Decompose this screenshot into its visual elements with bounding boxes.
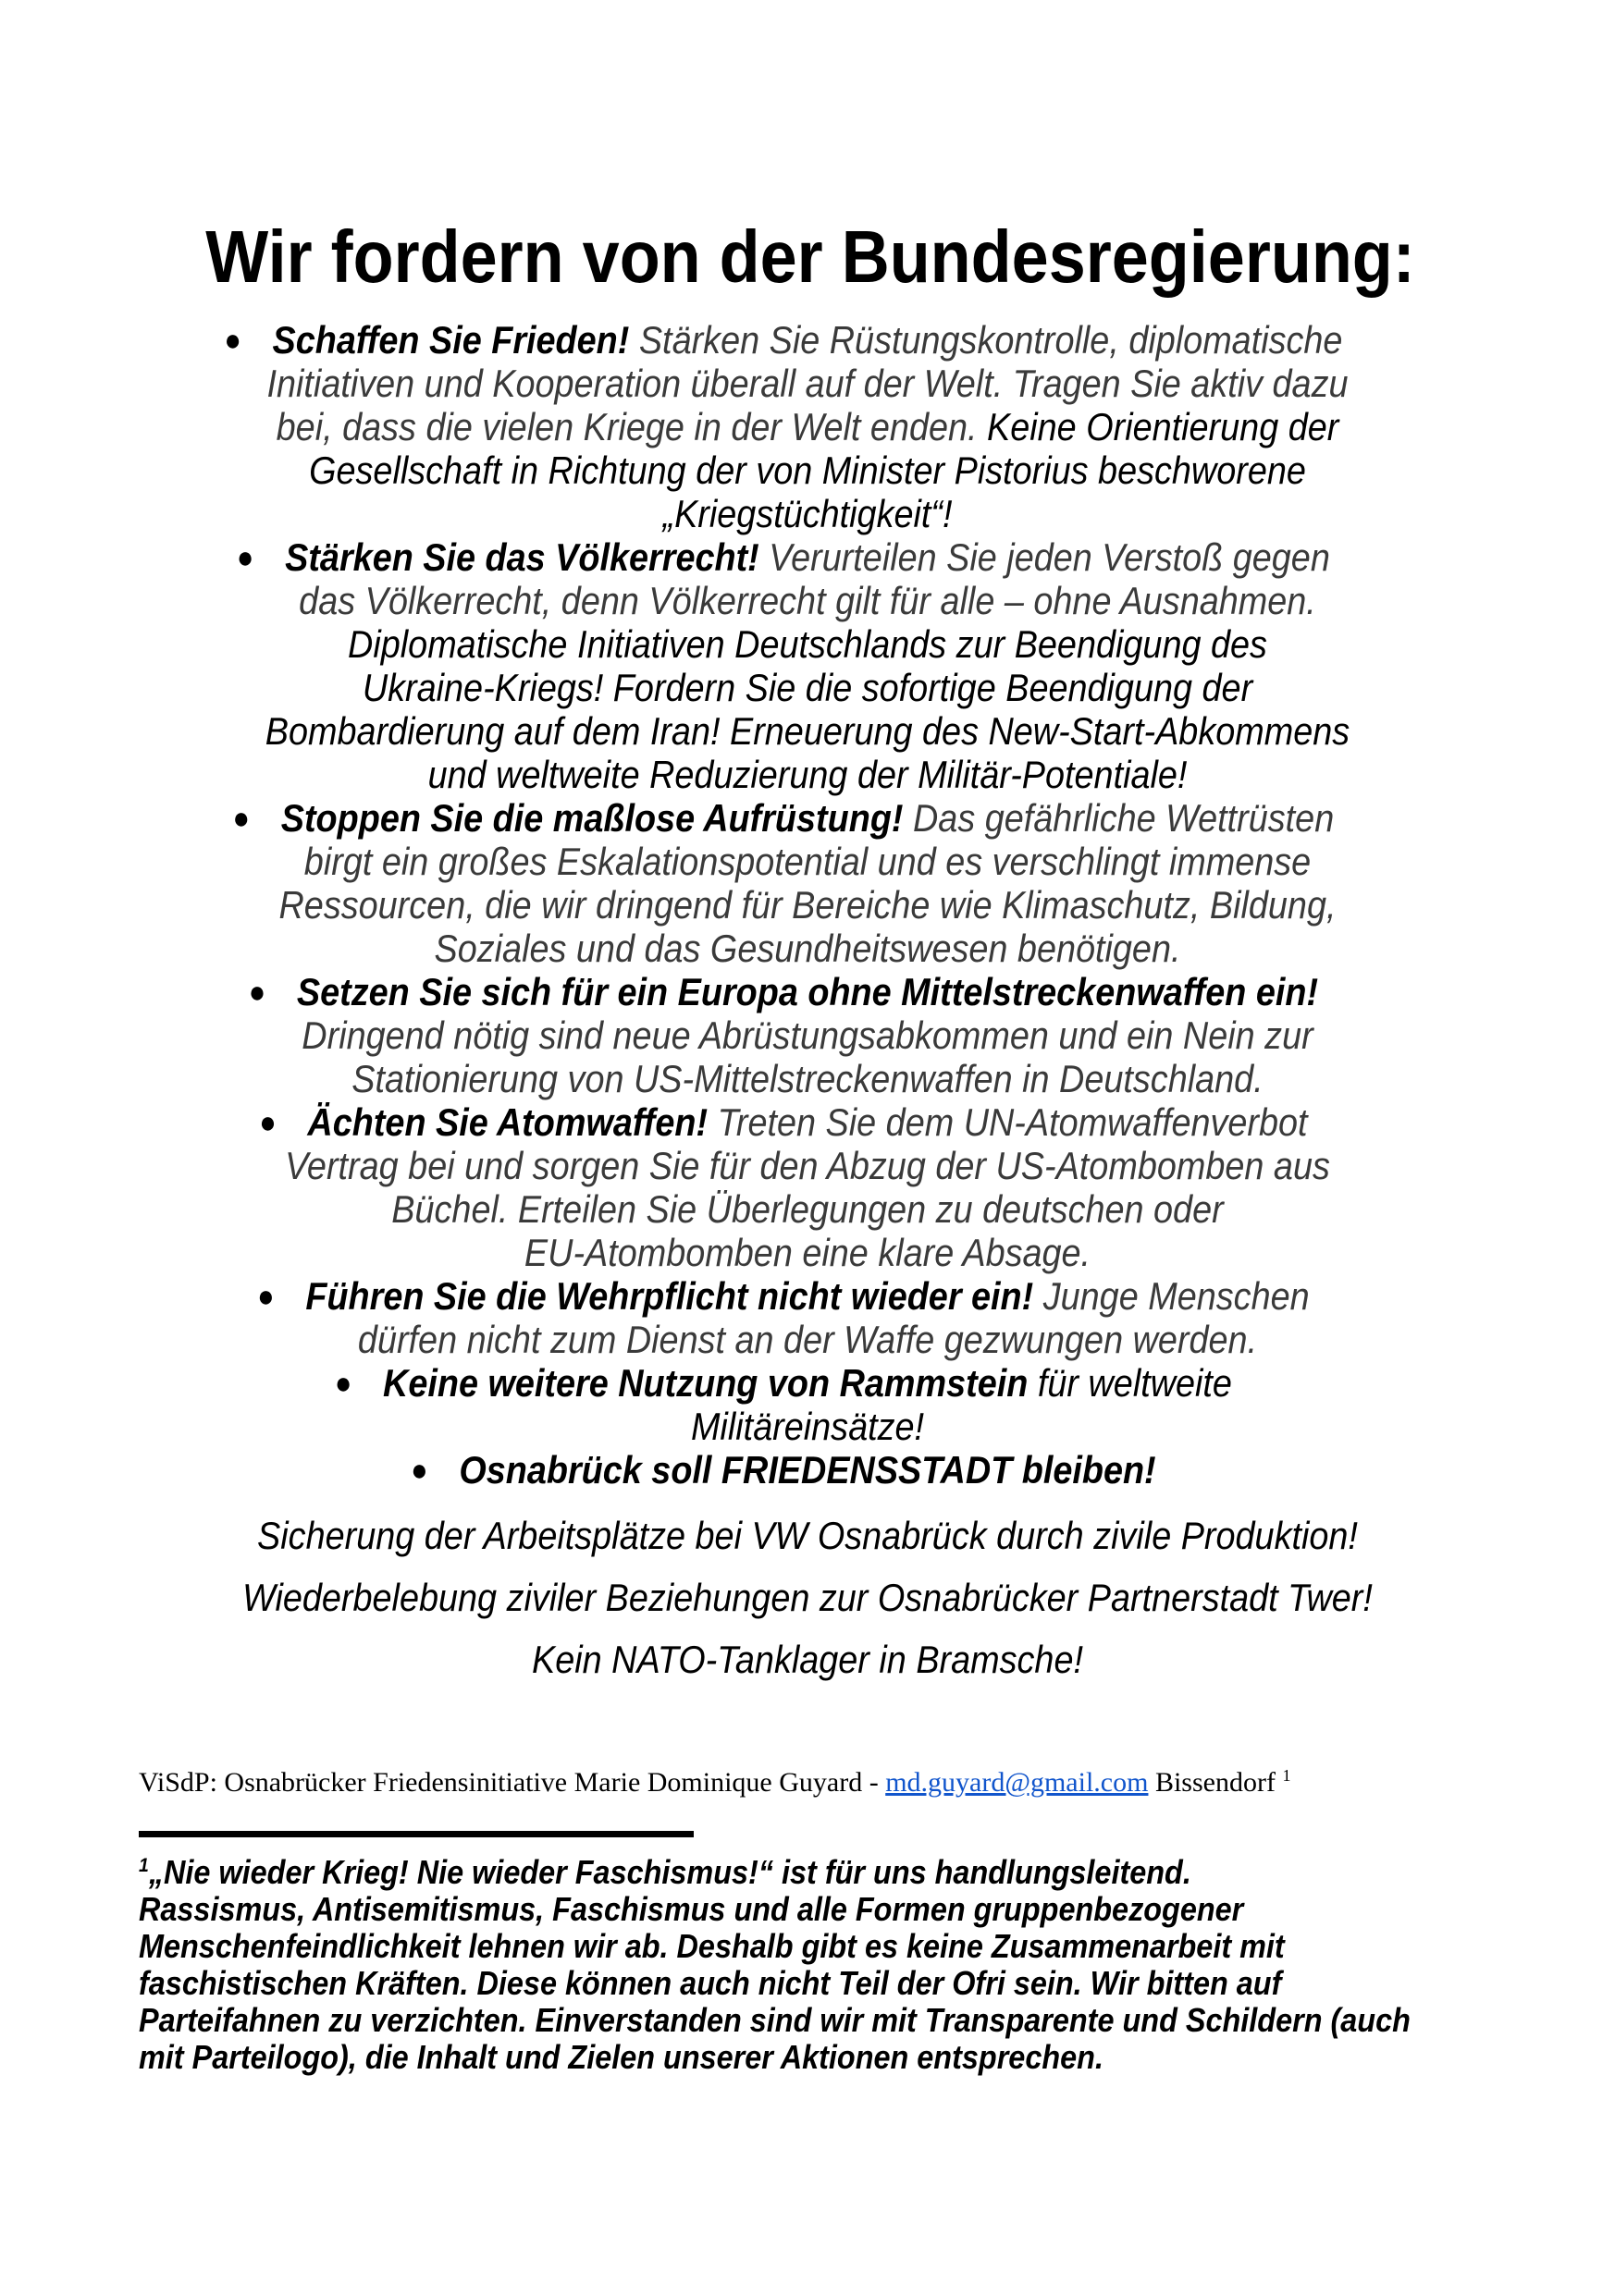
- demand-line: [205, 1274, 1409, 1318]
- document-content: [0, 215, 1615, 2076]
- text-run: Dringend nötig sind neue Abrüstungsabkommen und ein Nein zur: [302, 1013, 1313, 1057]
- text-run: Verurteilen Sie jeden Verstoß gegen: [769, 535, 1330, 579]
- bullet-icon: ●: [224, 323, 241, 358]
- text-run: Keine Orientierung der: [987, 405, 1339, 448]
- demand-first-line: [232, 796, 1335, 840]
- demand-line: [205, 1013, 1409, 1057]
- text-run: bei, dass die vielen Kriege in der Welt enden.: [276, 405, 988, 448]
- bullet-icon: ●: [236, 540, 254, 575]
- text-run: Büchel. Erteilen Sie Überlegungen zu deutschen oder: [391, 1187, 1224, 1231]
- text-run: Vertrag bei und sorgen Sie für den Abzug der US-Atombomben aus: [285, 1144, 1330, 1187]
- text-run: Militäreinsätze!: [690, 1405, 925, 1448]
- demand-item: [139, 1100, 1476, 1274]
- demand-line: [205, 318, 1409, 362]
- text-run: für weltweite: [1037, 1361, 1232, 1405]
- text-run: Stationierung von US-Mittelstreckenwaffen in Deutschland.: [351, 1057, 1264, 1100]
- footnote-line: faschistischen Kräften. Diese können auch nicht Teil der Ofri sein. Wir bitten auf: [139, 1964, 1282, 2002]
- email-link[interactable]: md.guyard@gmail.com: [885, 1767, 1149, 1798]
- text-run: EU-Atombomben eine klare Absage.: [524, 1231, 1091, 1274]
- bullet-icon: ●: [248, 975, 266, 1010]
- imprint-footnote-ref: 1: [1282, 1766, 1291, 1785]
- footnote-line: $^1$„Nie wieder Krieg! Nie wieder Faschismus!“ ist für uns handlungsleitend.: [139, 1853, 1191, 1891]
- demand-first-line: [224, 318, 1343, 362]
- footnote-separator: [139, 1831, 694, 1837]
- demand-line: [205, 1187, 1409, 1231]
- text-run: Keine weitere Nutzung von Rammstein: [383, 1361, 1038, 1405]
- text-run: Ressourcen, die wir dringend für Bereiche wie Klimaschutz, Bildung,: [278, 883, 1337, 927]
- text-run: und weltweite Reduzierung der Militär-Potentiale!: [427, 753, 1188, 796]
- text-run: Führen Sie die Wehrpflicht nicht wieder ein!: [305, 1274, 1043, 1318]
- demand-first-line: [411, 1448, 1156, 1492]
- statement-line: Kein NATO-Tanklager in Bramsche!: [532, 1638, 1083, 1681]
- demand-line: [205, 970, 1409, 1013]
- text-run: Junge Menschen: [1042, 1274, 1310, 1318]
- bullet-icon: ●: [334, 1366, 352, 1401]
- demand-item: [139, 796, 1476, 970]
- text-run: dürfen nicht zum Dienst an der Waffe gezwungen werden.: [357, 1318, 1258, 1361]
- demand-line: [205, 535, 1409, 579]
- text-run: Das gefährliche Wettrüsten: [913, 796, 1335, 840]
- footnote-line: Parteifahnen zu verzichten. Einverstanden sind wir mit Transparente und Schildern (auch: [139, 2001, 1411, 2039]
- text-run: Stärken Sie das Völkerrecht!: [285, 535, 770, 579]
- demand-line: [205, 1405, 1409, 1448]
- demand-line: [205, 362, 1409, 405]
- text-run: birgt ein großes Eskalationspotential und es verschlingt immense: [303, 840, 1312, 883]
- demand-line: [205, 1318, 1409, 1361]
- demand-item: [139, 1361, 1476, 1448]
- text-run: Schaffen Sie Frieden!: [272, 318, 639, 362]
- statement-line: Wiederbelebung ziviler Beziehungen zur Osnabrücker Partnerstadt Twer!: [242, 1576, 1373, 1619]
- text-run: Ukraine-Kriegs! Fordern Sie die sofortige Beendigung der: [362, 666, 1253, 709]
- footnote: [139, 1854, 1476, 2076]
- demand-line: [205, 1361, 1409, 1405]
- bullet-icon: ●: [411, 1453, 428, 1488]
- demand-item: [139, 970, 1476, 1100]
- demand-first-line: [334, 1361, 1232, 1405]
- demand-line: [205, 753, 1409, 796]
- demand-first-line: [259, 1100, 1308, 1144]
- demand-line: [205, 796, 1409, 840]
- text-run: Soziales und das Gesundheitswesen benötigen.: [434, 927, 1181, 970]
- demand-first-line: [257, 1274, 1310, 1318]
- statement-line: Sicherung der Arbeitsplätze bei VW Osnabrück durch zivile Produktion!: [257, 1514, 1358, 1557]
- demand-line: [205, 405, 1409, 448]
- demand-item: [139, 1274, 1476, 1361]
- demand-item: [139, 1448, 1476, 1492]
- demand-line: [205, 1144, 1409, 1187]
- footnote-ref: 1: [139, 1853, 149, 1876]
- text-run: Setzen Sie sich für ein Europa ohne Mittelstreckenwaffen ein!: [296, 970, 1319, 1013]
- text-run: Initiativen und Kooperation überall auf der Welt. Tragen Sie aktiv dazu: [266, 362, 1349, 405]
- imprint-suffix: Bissendorf: [1148, 1767, 1283, 1798]
- demand-line: [205, 927, 1409, 970]
- text-run: Osnabrück soll FRIEDENSSTADT bleiben!: [459, 1448, 1156, 1492]
- imprint-text: ViSdP: Osnabrücker Friedensinitiative Marie Dominique Guyard -: [139, 1767, 886, 1798]
- page-title: Wir fordern von der Bundesregierung:: [205, 215, 1415, 298]
- demand-line: [205, 448, 1409, 492]
- demand-item: [139, 318, 1476, 535]
- text-run: das Völkerrecht, denn Völkerrecht gilt für alle – ohne Ausnahmen.: [299, 579, 1316, 622]
- text-run: Treten Sie dem UN-Atomwaffenverbot: [717, 1100, 1308, 1144]
- bullet-icon: ●: [257, 1279, 275, 1314]
- imprint-line: [139, 1766, 1476, 1799]
- text-run: Gesellschaft in Richtung der von Minister Pistorius beschworene: [309, 448, 1306, 492]
- demand-item: [139, 535, 1476, 796]
- demand-line: [205, 1057, 1409, 1100]
- text-run: Diplomatische Initiativen Deutschlands zur Beendigung des: [348, 622, 1267, 666]
- text-run: Ächten Sie Atomwaffen!: [307, 1100, 718, 1144]
- demand-line: [205, 492, 1409, 535]
- demand-line: [205, 579, 1409, 622]
- demand-line: [205, 622, 1409, 666]
- bullet-icon: ●: [259, 1105, 277, 1140]
- demand-line: [205, 840, 1409, 883]
- bullet-icon: ●: [232, 801, 251, 836]
- text-run: Bombardierung auf dem Iran! Erneuerung des New-Start-Abkommens: [265, 709, 1350, 753]
- demand-line: [205, 1231, 1409, 1274]
- footnote-line: mit Parteilogo), die Inhalt und Zielen unserer Aktionen entsprechen.: [139, 2038, 1103, 2076]
- demand-line: [205, 883, 1409, 927]
- demand-first-line: [248, 970, 1319, 1013]
- demand-line: [205, 1100, 1409, 1144]
- demand-line: [205, 666, 1409, 709]
- text-run: Stärken Sie Rüstungskontrolle, diplomatische: [638, 318, 1343, 362]
- demand-line: [205, 709, 1409, 753]
- text-run: „Kriegstüchtigkeit“!: [662, 492, 953, 535]
- demand-line: [205, 1448, 1409, 1492]
- demand-first-line: [236, 535, 1330, 579]
- footnote-line: Rassismus, Antisemitismus, Faschismus und alle Formen gruppenbezogener: [139, 1890, 1244, 1928]
- demands-list: [139, 318, 1476, 1492]
- footnote-line: Menschenfeindlichkeit lehnen wir ab. Deshalb gibt es keine Zusammenarbeit mit: [139, 1927, 1285, 1965]
- text-run: Stoppen Sie die maßlose Aufrüstung!: [280, 796, 914, 840]
- statements-section: [139, 1514, 1476, 1681]
